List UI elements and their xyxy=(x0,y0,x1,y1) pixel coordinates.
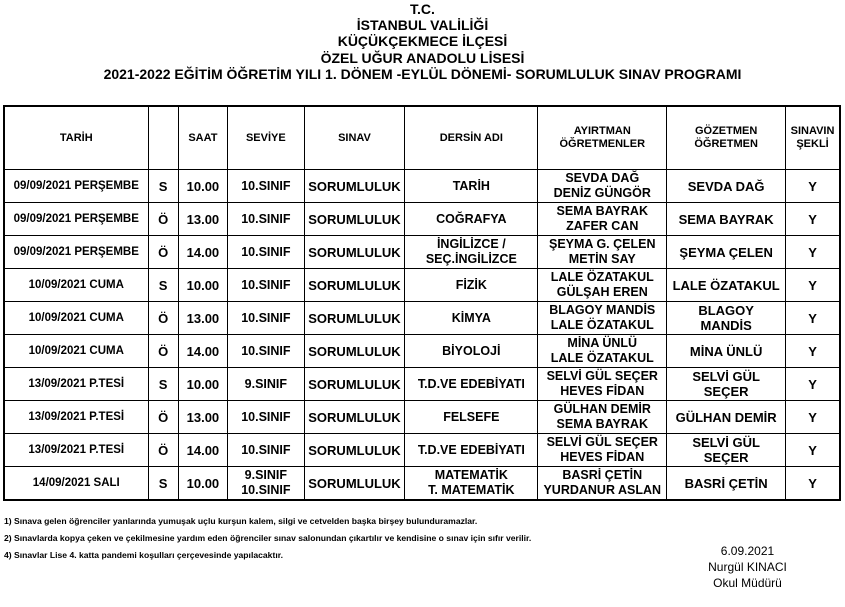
col-header-level: SEVİYE xyxy=(228,106,305,170)
table-header-row xyxy=(4,106,840,170)
row-date-cell: 10/09/2021 CUMA xyxy=(4,269,148,302)
row-course-cell xyxy=(405,203,538,236)
row-type-cell: Ö xyxy=(148,236,178,269)
row-course-cell-line: T.D.VE EDEBİYATI xyxy=(417,442,525,457)
note-item: 4) Sınavlar Lise 4. katta pandemi koşulları çerçevesinde yapılacaktır. xyxy=(4,550,283,560)
row-examiners-cell xyxy=(538,302,667,335)
row-date-cell: 14/09/2021 SALI xyxy=(4,467,148,501)
row-examiners-cell-line: SEMA BAYRAK xyxy=(556,204,648,218)
table-row xyxy=(4,335,840,368)
row-proctor-cell xyxy=(667,236,786,269)
row-examiners-cell-line: SELVİ GÜL SEÇER xyxy=(546,435,658,449)
row-level-cell xyxy=(228,368,305,401)
table-row xyxy=(4,434,840,467)
col-header-exam: SINAV xyxy=(304,106,405,170)
row-time-cell: 10.00 xyxy=(178,467,227,501)
row-examiners-cell-line: HEVES FİDAN xyxy=(560,450,645,464)
table-row xyxy=(4,467,840,501)
row-course-cell-line: T.D.VE EDEBİYATI xyxy=(417,376,525,391)
row-type-cell: S xyxy=(148,467,178,501)
row-exam-cell: SORUMLULUK xyxy=(304,467,405,501)
row-level-cell xyxy=(228,236,305,269)
row-level-cell xyxy=(228,170,305,203)
row-examiners-cell xyxy=(538,467,667,501)
row-course-cell xyxy=(405,467,538,501)
row-level-cell-line: 10.SINIF xyxy=(241,244,291,259)
table-row xyxy=(4,368,840,401)
row-proctor-cell xyxy=(667,434,786,467)
row-course-cell-line: SEÇ.İNGİLİZCE xyxy=(425,252,517,266)
row-course-cell-line: KİMYA xyxy=(451,310,491,325)
col-header-type xyxy=(148,106,178,170)
row-type-cell: Ö xyxy=(148,335,178,368)
row-examiners-cell-line: BASRİ ÇETİN xyxy=(562,468,643,482)
row-type-cell: S xyxy=(148,170,178,203)
row-exam-cell: SORUMLULUK xyxy=(304,335,405,368)
signature-date: 6.09.2021 xyxy=(720,544,775,558)
row-proctor-cell xyxy=(667,203,786,236)
row-type-cell: Ö xyxy=(148,434,178,467)
row-level-cell-line: 9.SINIF xyxy=(244,468,288,482)
row-course-cell-line: T. MATEMATİK xyxy=(428,483,515,497)
row-exam-cell: SORUMLULUK xyxy=(304,203,405,236)
row-course-cell-line: BİYOLOJİ xyxy=(442,343,501,358)
row-type-cell: S xyxy=(148,269,178,302)
row-exam-cell: SORUMLULUK xyxy=(304,368,405,401)
row-examiners-cell xyxy=(538,368,667,401)
row-examiners-cell-line: SEVDA DAĞ xyxy=(565,171,640,185)
header-line-district: KÜÇÜKÇEKMECE İLÇESİ xyxy=(337,33,508,50)
row-level-cell-line: 10.SINIF xyxy=(241,211,291,226)
row-level-cell-line: 10.SINIF xyxy=(241,343,291,358)
table-row xyxy=(4,269,840,302)
row-examiners-cell xyxy=(538,269,667,302)
row-proctor-cell-line: LALE ÖZATAKUL xyxy=(672,277,780,293)
row-level-cell xyxy=(228,203,305,236)
row-examiners-cell xyxy=(538,401,667,434)
row-form-cell: Y xyxy=(786,368,840,401)
row-examiners-cell xyxy=(538,170,667,203)
row-date-cell: 09/09/2021 PERŞEMBE xyxy=(4,236,148,269)
row-examiners-cell-line: SEMA BAYRAK xyxy=(556,417,648,431)
row-proctor-cell-line: MANDİS xyxy=(700,318,752,333)
row-course-cell-line: FİZİK xyxy=(455,277,487,292)
row-proctor-cell xyxy=(667,467,786,501)
row-form-cell: Y xyxy=(786,269,840,302)
row-level-cell-line: 10.SINIF xyxy=(241,409,291,424)
signature-block xyxy=(660,543,835,591)
row-examiners-cell xyxy=(538,335,667,368)
row-examiners-cell xyxy=(538,434,667,467)
row-examiners-cell-line: HEVES FİDAN xyxy=(560,384,645,398)
row-examiners-cell-line: YURDANUR ASLAN xyxy=(543,483,662,497)
row-examiners-cell-line: DENİZ GÜNGÖR xyxy=(553,186,651,200)
col-header-examiners: AYIRTMAN ÖĞRETMENLER xyxy=(538,106,667,170)
row-type-cell: Ö xyxy=(148,401,178,434)
row-form-cell: Y xyxy=(786,467,840,501)
row-level-cell xyxy=(228,434,305,467)
row-course-cell-line: TARİH xyxy=(452,178,490,193)
row-exam-cell: SORUMLULUK xyxy=(304,434,405,467)
row-time-cell: 13.00 xyxy=(178,203,227,236)
row-proctor-cell-line: SELVİ GÜL xyxy=(692,369,760,384)
row-form-cell: Y xyxy=(786,434,840,467)
row-date-cell: 09/09/2021 PERŞEMBE xyxy=(4,170,148,203)
row-level-cell xyxy=(228,302,305,335)
row-course-cell xyxy=(405,170,538,203)
row-type-cell: Ö xyxy=(148,302,178,335)
row-proctor-cell xyxy=(667,401,786,434)
row-proctor-cell-line: BLAGOY xyxy=(698,303,754,318)
row-examiners-cell-line: LALE ÖZATAKUL xyxy=(550,351,654,365)
row-course-cell xyxy=(405,368,538,401)
row-type-cell: Ö xyxy=(148,203,178,236)
signature-name: Nurgül KINACI xyxy=(708,560,787,574)
row-examiners-cell-line: ZAFER CAN xyxy=(566,219,639,233)
row-examiners-cell-line: LALE ÖZATAKUL xyxy=(550,318,654,332)
row-time-cell: 14.00 xyxy=(178,335,227,368)
row-level-cell-line: 10.SINIF xyxy=(241,483,291,497)
row-course-cell-line: İNGİLİZCE / xyxy=(436,237,506,251)
row-date-cell: 10/09/2021 CUMA xyxy=(4,302,148,335)
col-header-date: TARİH xyxy=(4,106,148,170)
row-level-cell-line: 9.SINIF xyxy=(244,376,288,391)
row-level-cell xyxy=(228,401,305,434)
row-date-cell: 13/09/2021 P.TESİ xyxy=(4,434,148,467)
row-examiners-cell xyxy=(538,203,667,236)
row-time-cell: 10.00 xyxy=(178,368,227,401)
row-course-cell xyxy=(405,335,538,368)
row-level-cell-line: 10.SINIF xyxy=(241,442,291,457)
signature-title: Okul Müdürü xyxy=(713,576,782,590)
row-course-cell xyxy=(405,401,538,434)
row-exam-cell: SORUMLULUK xyxy=(304,170,405,203)
row-exam-cell: SORUMLULUK xyxy=(304,302,405,335)
row-course-cell xyxy=(405,236,538,269)
row-course-cell xyxy=(405,302,538,335)
row-examiners-cell xyxy=(538,236,667,269)
row-course-cell xyxy=(405,269,538,302)
row-proctor-cell-line: BASRİ ÇETİN xyxy=(684,475,768,491)
row-form-cell: Y xyxy=(786,236,840,269)
row-course-cell-line: FELSEFE xyxy=(443,409,500,424)
col-header-form: SINAVIN ŞEKLİ xyxy=(786,106,840,170)
row-level-cell xyxy=(228,467,305,501)
table-row xyxy=(4,170,840,203)
row-proctor-cell-line: MİNA ÜNLÜ xyxy=(689,343,763,359)
row-time-cell: 14.00 xyxy=(178,236,227,269)
notes xyxy=(4,513,531,564)
row-form-cell: Y xyxy=(786,302,840,335)
row-time-cell: 10.00 xyxy=(178,269,227,302)
row-form-cell: Y xyxy=(786,203,840,236)
row-proctor-cell-line: SELVİ GÜL xyxy=(692,435,760,450)
row-form-cell: Y xyxy=(786,401,840,434)
row-proctor-cell xyxy=(667,368,786,401)
col-header-course: DERSİN ADI xyxy=(405,106,538,170)
row-proctor-cell-line: SEMA BAYRAK xyxy=(678,211,774,227)
row-date-cell: 13/09/2021 P.TESİ xyxy=(4,401,148,434)
row-level-cell xyxy=(228,335,305,368)
row-course-cell xyxy=(405,434,538,467)
row-level-cell-line: 10.SINIF xyxy=(241,277,291,292)
row-proctor-cell-line: SEÇER xyxy=(703,450,749,465)
header-line-tc: T.C. xyxy=(410,1,435,17)
row-time-cell: 13.00 xyxy=(178,401,227,434)
note-item: 2) Sınavlarda kopya çeken ve çekilmesine yardım eden öğrenciler sınav salonundan çıkartılır ve kendisine o sınav için sıfır verilir. xyxy=(4,533,532,543)
row-examiners-cell-line: ŞEYMA G. ÇELEN xyxy=(549,237,656,251)
row-date-cell: 13/09/2021 P.TESİ xyxy=(4,368,148,401)
row-time-cell: 14.00 xyxy=(178,434,227,467)
row-level-cell-line: 10.SINIF xyxy=(241,178,291,193)
row-examiners-cell-line: MİNA ÜNLÜ xyxy=(567,336,638,350)
header-line-program-title: 2021-2022 EĞİTİM ÖĞRETİM YILI 1. DÖNEM -EYLÜL DÖNEMİ- SORUMLULUK SINAV PROGRAMI xyxy=(103,65,742,82)
document-header xyxy=(0,0,845,82)
row-examiners-cell-line: LALE ÖZATAKUL xyxy=(550,270,654,284)
table-row xyxy=(4,302,840,335)
table-row xyxy=(4,203,840,236)
row-exam-cell: SORUMLULUK xyxy=(304,401,405,434)
row-form-cell: Y xyxy=(786,170,840,203)
row-time-cell: 10.00 xyxy=(178,170,227,203)
col-header-time: SAAT xyxy=(178,106,227,170)
row-proctor-cell-line: SEÇER xyxy=(703,384,749,399)
row-level-cell-line: 10.SINIF xyxy=(241,310,291,325)
table-row xyxy=(4,236,840,269)
row-proctor-cell xyxy=(667,269,786,302)
row-exam-cell: SORUMLULUK xyxy=(304,269,405,302)
col-header-proctor: GÖZETMEN ÖĞRETMEN xyxy=(667,106,786,170)
row-examiners-cell-line: GÜLHAN DEMİR xyxy=(553,402,651,416)
row-form-cell: Y xyxy=(786,335,840,368)
row-proctor-cell-line: ŞEYMA ÇELEN xyxy=(679,244,773,260)
row-course-cell-line: MATEMATİK xyxy=(434,468,508,482)
row-proctor-cell xyxy=(667,335,786,368)
row-type-cell: S xyxy=(148,368,178,401)
row-examiners-cell-line: GÜLŞAH EREN xyxy=(556,285,648,299)
row-level-cell xyxy=(228,269,305,302)
table-row xyxy=(4,401,840,434)
row-date-cell: 10/09/2021 CUMA xyxy=(4,335,148,368)
row-examiners-cell-line: METİN SAY xyxy=(568,252,636,266)
exam-schedule-table xyxy=(3,105,841,501)
row-examiners-cell-line: SELVİ GÜL SEÇER xyxy=(546,369,658,383)
row-proctor-cell-line: SEVDA DAĞ xyxy=(687,178,765,194)
row-examiners-cell-line: BLAGOY MANDİS xyxy=(549,303,656,317)
row-proctor-cell-line: GÜLHAN DEMİR xyxy=(675,409,777,425)
row-course-cell-line: COĞRAFYA xyxy=(436,211,507,226)
row-date-cell: 09/09/2021 PERŞEMBE xyxy=(4,203,148,236)
row-time-cell: 13.00 xyxy=(178,302,227,335)
row-proctor-cell xyxy=(667,302,786,335)
header-line-school: ÖZEL UĞUR ANADOLU LİSESİ xyxy=(320,49,525,66)
header-line-governorship: İSTANBUL VALİLİĞİ xyxy=(356,17,489,34)
row-proctor-cell xyxy=(667,170,786,203)
note-item: 1) Sınava gelen öğrenciler yanlarında yumuşak uçlu kurşun kalem, silgi ve cetvelden başka birşey bulunduramazlar. xyxy=(4,516,478,526)
row-exam-cell: SORUMLULUK xyxy=(304,236,405,269)
